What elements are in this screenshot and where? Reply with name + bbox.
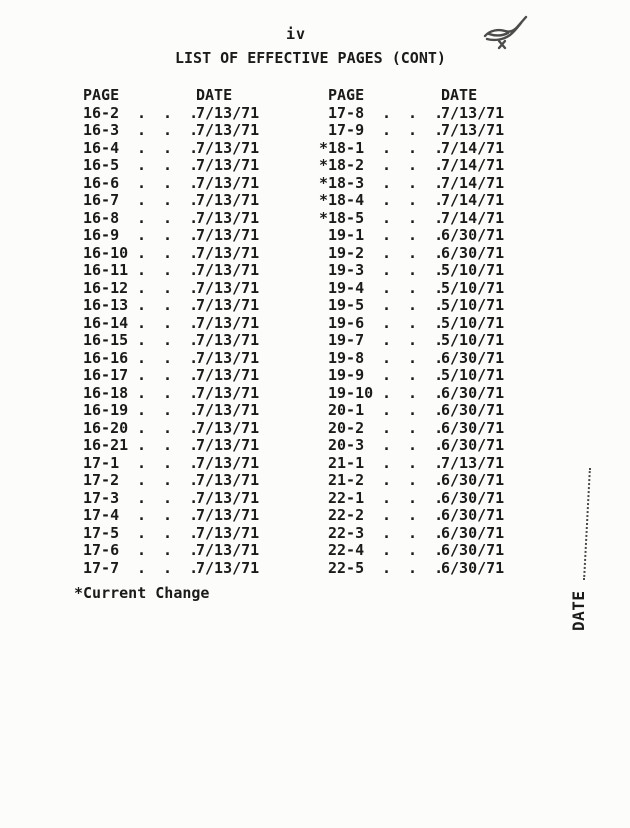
current-change-marker <box>319 262 328 280</box>
table-row <box>319 385 504 403</box>
current-change-marker: * <box>319 173 329 192</box>
dot-leader: . . . <box>137 331 203 349</box>
dot-leader: . . . <box>137 243 203 262</box>
current-change-marker <box>319 507 328 525</box>
current-change-marker <box>74 315 83 333</box>
page-number-cell: 18-3 <box>328 173 365 192</box>
header-spacer <box>137 87 196 105</box>
date-cell: 7/13/71 <box>441 103 505 122</box>
dot-leader: . . . <box>382 156 448 174</box>
page-number-cell: 16-14 <box>83 313 129 332</box>
dot-leader: . . . <box>137 313 203 332</box>
handwritten-scribble-icon <box>481 14 533 54</box>
current-change-marker <box>74 420 83 438</box>
dot-leader: . . . <box>382 418 448 437</box>
page-number-cell: 17-6 <box>83 541 120 559</box>
dot-leader: . . . <box>137 523 203 542</box>
current-change-marker <box>74 332 83 350</box>
table-row <box>319 245 504 263</box>
page-number-cell: 16-13 <box>83 296 129 314</box>
right-column-rows <box>319 105 504 578</box>
table-row <box>319 437 504 455</box>
page-number-cell: 18-2 <box>328 156 365 174</box>
dot-leader: . . . <box>137 121 203 139</box>
current-change-marker <box>319 560 328 578</box>
date-cell: 7/13/71 <box>196 488 260 507</box>
current-change-marker <box>319 455 328 473</box>
table-row <box>319 560 504 578</box>
current-change-marker <box>319 542 328 560</box>
header-spacer <box>319 87 328 105</box>
page-number-cell: 16-7 <box>83 191 120 209</box>
date-cell: 7/13/71 <box>196 366 260 384</box>
table-row <box>319 315 504 333</box>
current-change-marker <box>74 210 83 228</box>
dot-leader: . . . <box>137 296 203 314</box>
dot-leader: . . . <box>382 541 448 559</box>
table-row <box>74 315 259 333</box>
current-change-marker <box>319 437 328 455</box>
current-change-marker <box>319 367 328 385</box>
current-change-marker <box>319 297 328 315</box>
dot-leader: . . . <box>382 208 448 227</box>
dot-leader: . . . <box>137 383 203 402</box>
page-number-cell: 19-6 <box>328 313 365 332</box>
current-change-marker <box>319 122 328 140</box>
dot-leader: . . . <box>382 138 448 157</box>
date-cell: 7/13/71 <box>196 348 260 367</box>
date-cell: 7/13/71 <box>196 226 260 244</box>
dot-leader: . . . <box>382 331 448 349</box>
table-row <box>319 297 504 315</box>
date-cell: 6/30/71 <box>441 488 505 507</box>
current-change-marker <box>74 402 83 420</box>
date-cell: 6/30/71 <box>441 506 505 524</box>
page-number-cell: 16-11 <box>83 261 129 279</box>
current-change-marker <box>74 455 83 473</box>
dot-leader: . . . <box>137 541 203 559</box>
table-row <box>319 420 504 438</box>
date-cell: 7/13/71 <box>196 156 260 174</box>
page-number-cell: 17-4 <box>83 506 120 524</box>
dot-leader: . . . <box>382 453 448 472</box>
page-number-cell: 19-8 <box>328 348 365 367</box>
document-title: LIST OF EFFECTIVE PAGES (CONT) <box>175 49 446 67</box>
current-change-marker <box>74 122 83 140</box>
date-cell: 7/13/71 <box>196 121 260 139</box>
table-row <box>319 140 504 158</box>
current-change-marker <box>74 385 83 403</box>
date-cell: 5/10/71 <box>441 366 505 384</box>
table-row <box>319 542 504 560</box>
date-column-header: DATE <box>441 86 478 104</box>
dot-leader: . . . <box>137 103 203 122</box>
table-row <box>319 402 504 420</box>
date-cell: 6/30/71 <box>441 418 505 437</box>
table-row <box>319 262 504 280</box>
page-number-cell: 16-6 <box>83 173 120 192</box>
table-row <box>74 262 259 280</box>
dot-leader: . . . <box>382 366 448 384</box>
current-change-marker <box>74 472 83 490</box>
date-cell: 7/13/71 <box>196 261 260 279</box>
page-number-cell: 16-4 <box>83 138 120 157</box>
dot-leader: . . . <box>137 261 203 279</box>
current-change-marker <box>319 420 328 438</box>
dot-leader: . . . <box>137 366 203 384</box>
dot-leader: . . . <box>137 138 203 157</box>
page-number-cell: 19-1 <box>328 226 365 244</box>
current-change-marker <box>319 280 328 298</box>
date-cell: 7/13/71 <box>196 103 260 122</box>
date-cell: 7/13/71 <box>196 208 260 227</box>
page-number-cell: 18-1 <box>328 138 365 157</box>
date-cell: 6/30/71 <box>441 471 505 489</box>
table-row <box>74 297 259 315</box>
dot-leader: . . . <box>382 506 448 524</box>
dot-leader: . . . <box>137 156 203 174</box>
page-number-cell: 17-9 <box>328 121 365 139</box>
current-change-marker: * <box>319 138 329 157</box>
table-row <box>319 105 504 123</box>
table-row <box>74 280 259 298</box>
table-row <box>74 507 259 525</box>
current-change-marker <box>74 175 83 193</box>
page-number-cell: 17-3 <box>83 488 120 507</box>
page-number-cell: 16-19 <box>83 401 129 419</box>
table-row <box>319 122 504 140</box>
page-number-cell: 17-5 <box>83 523 120 542</box>
date-cell: 7/13/71 <box>196 313 260 332</box>
date-cell: 7/13/71 <box>196 523 260 542</box>
date-cell: 7/13/71 <box>196 296 260 314</box>
current-change-marker <box>319 490 328 508</box>
dot-leader: . . . <box>382 401 448 419</box>
current-change-marker: * <box>319 156 329 174</box>
header-row <box>319 87 504 105</box>
current-change-marker <box>74 157 83 175</box>
page-number-cell: 16-20 <box>83 418 129 437</box>
date-cell: 6/30/71 <box>441 541 505 559</box>
dot-leader: . . . <box>382 243 448 262</box>
dot-leader: . . . <box>382 296 448 314</box>
table-row <box>319 525 504 543</box>
table-row <box>74 560 259 578</box>
dot-leader: . . . <box>137 453 203 472</box>
dot-leader: . . . <box>382 471 448 489</box>
date-cell: 6/30/71 <box>441 226 505 244</box>
date-cell: 6/30/71 <box>441 383 505 402</box>
current-change-marker: * <box>319 191 329 209</box>
date-cell: 7/13/71 <box>196 471 260 489</box>
date-cell: 6/30/71 <box>441 523 505 542</box>
page-number-cell: 16-9 <box>83 226 120 244</box>
date-cell: 5/10/71 <box>441 296 505 314</box>
current-change-marker <box>319 227 328 245</box>
rotated-date-label: DATE <box>569 590 588 631</box>
table-row <box>74 367 259 385</box>
page-number-cell: 19-4 <box>328 278 365 297</box>
table-row <box>74 525 259 543</box>
current-change-marker <box>74 227 83 245</box>
dot-leader: . . . <box>137 488 203 507</box>
date-cell: 6/30/71 <box>441 436 505 454</box>
header-spacer <box>382 87 441 105</box>
current-change-marker <box>319 245 328 263</box>
date-cell: 6/30/71 <box>441 243 505 262</box>
table-row <box>74 437 259 455</box>
page-number-cell: 19-10 <box>328 383 374 402</box>
date-cell: 7/14/71 <box>441 138 505 157</box>
header-spacer <box>74 87 83 105</box>
table-row <box>74 192 259 210</box>
current-change-marker <box>74 140 83 158</box>
date-cell: 6/30/71 <box>441 558 505 577</box>
table-row <box>319 367 504 385</box>
page-number-cell: 18-4 <box>328 191 365 209</box>
date-cell: 7/13/71 <box>196 383 260 402</box>
dot-leader: . . . <box>382 558 448 577</box>
table-row <box>319 192 504 210</box>
current-change-marker <box>74 245 83 263</box>
table-row <box>74 350 259 368</box>
page-number-cell: 22-1 <box>328 488 365 507</box>
page-number-cell: 16-15 <box>83 331 129 349</box>
dot-leader: . . . <box>382 436 448 454</box>
current-change-marker <box>74 542 83 560</box>
table-row <box>74 210 259 228</box>
date-cell: 7/13/71 <box>196 418 260 437</box>
dot-leader: . . . <box>137 208 203 227</box>
date-cell: 5/10/71 <box>441 278 505 297</box>
table-row <box>74 157 259 175</box>
right-column <box>319 87 504 577</box>
page-number-cell: 21-2 <box>328 471 365 489</box>
page-number-cell: 19-5 <box>328 296 365 314</box>
current-change-marker <box>319 332 328 350</box>
table-row <box>319 472 504 490</box>
dot-leader: . . . <box>137 191 203 209</box>
date-cell: 7/14/71 <box>441 156 505 174</box>
page-number-cell: 16-17 <box>83 366 129 384</box>
table-row <box>74 402 259 420</box>
dot-leader: . . . <box>382 383 448 402</box>
date-cell: 7/13/71 <box>196 436 260 454</box>
dot-leader: . . . <box>382 488 448 507</box>
page-number-cell: 20-3 <box>328 436 365 454</box>
table-row <box>74 455 259 473</box>
page-number-cell: 19-3 <box>328 261 365 279</box>
page-number-cell: 20-1 <box>328 401 365 419</box>
date-cell: 7/14/71 <box>441 173 505 192</box>
current-change-marker <box>74 367 83 385</box>
date-cell: 7/13/71 <box>196 401 260 419</box>
table-row <box>74 332 259 350</box>
dot-leader: . . . <box>382 261 448 279</box>
current-change-marker <box>74 507 83 525</box>
date-cell: 7/13/71 <box>196 278 260 297</box>
current-change-marker <box>74 192 83 210</box>
dot-leader: . . . <box>137 436 203 454</box>
date-cell: 7/13/71 <box>196 331 260 349</box>
dot-leader: . . . <box>137 173 203 192</box>
current-change-marker <box>74 525 83 543</box>
date-cell: 7/13/71 <box>196 138 260 157</box>
date-cell: 7/13/71 <box>441 453 505 472</box>
page-number-cell: 22-4 <box>328 541 365 559</box>
dot-leader: . . . <box>137 348 203 367</box>
page-number-cell: 21-1 <box>328 453 365 472</box>
table-row <box>74 175 259 193</box>
current-change-marker <box>74 350 83 368</box>
page-number-cell: 19-2 <box>328 243 365 262</box>
current-change-marker <box>319 472 328 490</box>
page-number-cell: 16-2 <box>83 103 120 122</box>
table-row <box>74 227 259 245</box>
page-number-cell: 19-9 <box>328 366 365 384</box>
date-cell: 7/13/71 <box>196 558 260 577</box>
page-number-cell: 20-2 <box>328 418 365 437</box>
page-column-header: PAGE <box>328 86 365 104</box>
page-number-cell: 16-8 <box>83 208 120 227</box>
left-column <box>74 87 259 577</box>
table-row <box>74 472 259 490</box>
date-cell: 7/13/71 <box>196 173 260 192</box>
page-number-cell: 16-10 <box>83 243 129 262</box>
table-row <box>74 105 259 123</box>
current-change-marker <box>319 315 328 333</box>
page-number-cell: 16-5 <box>83 156 120 174</box>
current-change-marker: * <box>319 208 329 227</box>
dot-leader: . . . <box>382 348 448 367</box>
current-change-marker <box>74 280 83 298</box>
current-change-marker <box>74 105 83 123</box>
page-number-cell: 16-21 <box>83 436 129 454</box>
date-cell: 7/13/71 <box>196 191 260 209</box>
dot-leader: . . . <box>137 278 203 297</box>
page-number-cell: 17-1 <box>83 453 120 472</box>
table-row <box>319 455 504 473</box>
current-change-marker <box>74 560 83 578</box>
date-cell: 7/13/71 <box>196 453 260 472</box>
page-number-cell: 17-2 <box>83 471 120 489</box>
current-change-marker <box>319 525 328 543</box>
table-row <box>74 385 259 403</box>
date-cell: 5/10/71 <box>441 261 505 279</box>
page-number-cell: 17-7 <box>83 558 120 577</box>
left-column-rows <box>74 105 259 578</box>
dot-leader: . . . <box>137 558 203 577</box>
date-cell: 5/10/71 <box>441 313 505 332</box>
dot-leader: . . . <box>382 278 448 297</box>
table-row <box>74 490 259 508</box>
dot-leader: . . . <box>382 121 448 139</box>
current-change-marker <box>319 350 328 368</box>
page-number-cell: 18-5 <box>328 208 365 227</box>
dot-leader: . . . <box>382 523 448 542</box>
table-row <box>319 210 504 228</box>
dot-leader: . . . <box>382 313 448 332</box>
page-number-cell: 17-8 <box>328 103 365 122</box>
table-row <box>319 175 504 193</box>
page-number-cell: 16-16 <box>83 348 129 367</box>
page-number: iv <box>286 25 307 43</box>
page-number-cell: 16-3 <box>83 121 120 139</box>
dot-leader: . . . <box>137 471 203 489</box>
dot-leader: . . . <box>382 191 448 209</box>
header-row <box>74 87 259 105</box>
table-row <box>74 542 259 560</box>
current-change-marker <box>74 490 83 508</box>
table-row <box>319 332 504 350</box>
date-cell: 7/13/71 <box>196 506 260 524</box>
date-cell: 7/14/71 <box>441 191 505 209</box>
dot-leader: . . . <box>137 418 203 437</box>
current-change-marker <box>319 105 328 123</box>
current-change-marker <box>74 297 83 315</box>
table-row <box>319 227 504 245</box>
date-cell: 7/13/71 <box>196 541 260 559</box>
table-row <box>74 420 259 438</box>
current-change-footnote: *Current Change <box>74 584 210 602</box>
current-change-marker <box>74 437 83 455</box>
table-row <box>319 507 504 525</box>
date-cell: 6/30/71 <box>441 401 505 419</box>
date-column-header: DATE <box>196 86 233 104</box>
current-change-marker <box>319 402 328 420</box>
table-row <box>319 350 504 368</box>
page-number-cell: 19-7 <box>328 331 365 349</box>
dot-leader: . . . <box>137 401 203 419</box>
date-cell: 7/14/71 <box>441 208 505 227</box>
date-cell: 5/10/71 <box>441 331 505 349</box>
page-number-cell: 22-3 <box>328 523 365 542</box>
dot-leader: . . . <box>382 103 448 122</box>
current-change-marker <box>319 385 328 403</box>
table-row <box>319 280 504 298</box>
table-row <box>319 490 504 508</box>
date-cell: 7/13/71 <box>196 243 260 262</box>
table-row <box>319 157 504 175</box>
dot-leader: . . . <box>382 173 448 192</box>
dot-leader: . . . <box>137 226 203 244</box>
date-cell: 6/30/71 <box>441 348 505 367</box>
page-number-cell: 16-12 <box>83 278 129 297</box>
page-edge-dotted-line <box>583 468 591 580</box>
page-number-cell: 22-5 <box>328 558 365 577</box>
table-row <box>74 122 259 140</box>
date-cell: 7/13/71 <box>441 121 505 139</box>
table-row <box>74 245 259 263</box>
page-number-cell: 22-2 <box>328 506 365 524</box>
table-row <box>74 140 259 158</box>
current-change-marker <box>74 262 83 280</box>
page-number-cell: 16-18 <box>83 383 129 402</box>
dot-leader: . . . <box>137 506 203 524</box>
page-column-header: PAGE <box>83 86 120 104</box>
dot-leader: . . . <box>382 226 448 244</box>
